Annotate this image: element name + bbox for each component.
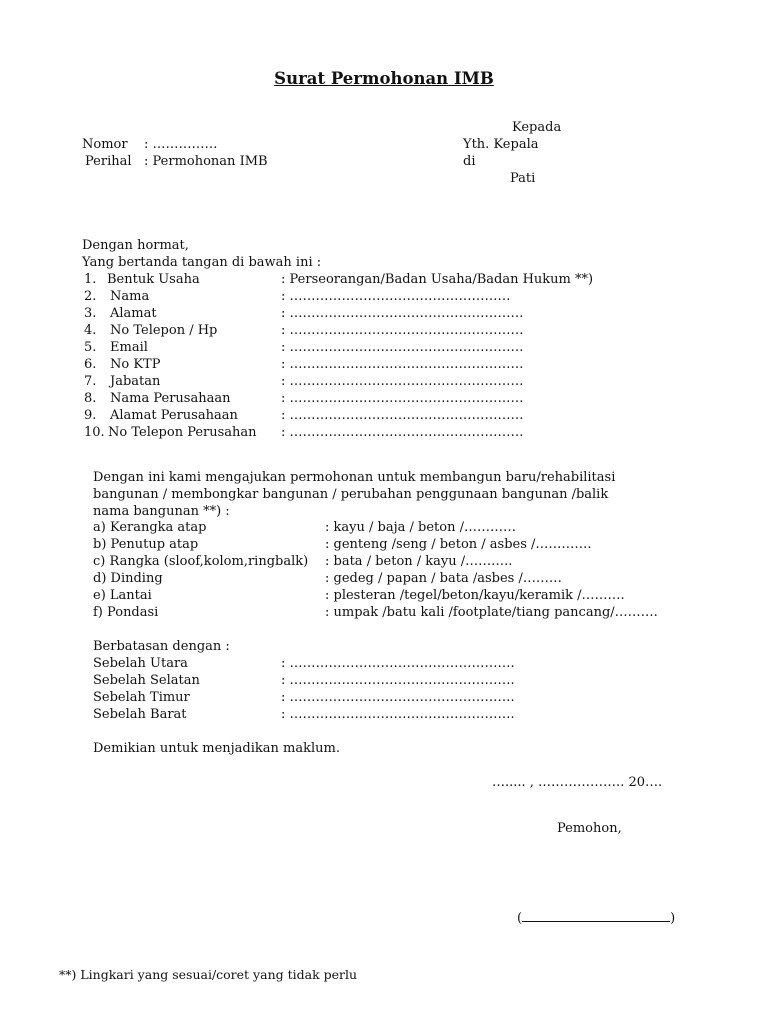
- recipient-place: Pati: [510, 171, 536, 186]
- building-item-label: c) Rangka (sloof,kolom,ringbalk): [93, 554, 309, 569]
- field-label: No KTP: [110, 357, 161, 372]
- building-item-row: [0, 570, 768, 587]
- request-line-2: bangunan / membongkar bangunan / perubahan penggunaan bangunan /balik: [93, 487, 609, 502]
- field-number: 4.: [84, 323, 97, 338]
- salutation: Dengan hormat,: [82, 238, 189, 253]
- field-row: [0, 322, 768, 339]
- building-item-label: d) Dinding: [93, 571, 163, 586]
- signature-line: [517, 909, 675, 927]
- field-label: Jabatan: [110, 374, 161, 389]
- field-label: No Telepon / Hp: [110, 323, 218, 338]
- field-row: [0, 407, 768, 424]
- signature-blank: [522, 909, 670, 922]
- building-item-label: b) Penutup atap: [93, 537, 199, 552]
- request-line-3: nama bangunan **) :: [93, 504, 230, 519]
- field-label: No Telepon Perusahan: [108, 425, 257, 440]
- building-item-label: a) Kerangka atap: [93, 520, 207, 535]
- border-label: Sebelah Utara: [93, 656, 188, 671]
- building-item-value: : gedeg / papan / bata /asbes /………: [325, 571, 562, 586]
- field-label: Nama: [110, 289, 150, 304]
- field-label: Email: [110, 340, 148, 355]
- field-label: Alamat: [110, 306, 157, 321]
- field-number: 10.: [84, 425, 105, 440]
- recipient-kepada: Kepada: [512, 120, 562, 135]
- signature-label: Pemohon,: [557, 821, 622, 836]
- field-number: 2.: [84, 289, 97, 304]
- field-value: : ………………………………………………: [281, 306, 524, 321]
- request-line-1: Dengan ini kami mengajukan permohonan untuk membangun baru/rehabilitasi: [93, 470, 616, 485]
- field-label: Alamat Perusahaan: [110, 408, 238, 423]
- field-value: : Perseorangan/Badan Usaha/Badan Hukum **): [281, 272, 594, 287]
- date-line: …..... , ……………….. 20….: [492, 775, 663, 790]
- field-value: : ………………………………………………: [281, 357, 524, 372]
- field-row: [0, 424, 768, 441]
- field-row: [0, 390, 768, 407]
- building-item-row: [0, 587, 768, 604]
- field-value: : ………………………………………………: [281, 391, 524, 406]
- signature-close-paren: ): [670, 911, 676, 926]
- borders-heading: Berbatasan dengan :: [93, 639, 230, 654]
- nomor-label: Nomor: [82, 137, 128, 152]
- field-row: [0, 305, 768, 322]
- signature-open-paren: (: [517, 911, 523, 926]
- building-item-row: [0, 553, 768, 570]
- field-row: [0, 271, 768, 288]
- building-item-row: [0, 604, 768, 621]
- intro-line: Yang bertanda tangan di bawah ini :: [82, 255, 322, 270]
- field-row: [0, 373, 768, 390]
- closing-line: Demikian untuk menjadikan maklum.: [93, 741, 340, 756]
- field-number: 5.: [84, 340, 97, 355]
- border-label: Sebelah Barat: [93, 707, 187, 722]
- border-row: [0, 672, 768, 689]
- perihal-label: Perihal: [85, 154, 132, 169]
- field-number: 9.: [84, 408, 97, 423]
- border-value: : …………………………………………….: [281, 656, 515, 671]
- field-number: 8.: [84, 391, 97, 406]
- field-row: [0, 356, 768, 373]
- recipient-yth: Yth. Kepala: [463, 137, 539, 152]
- border-row: [0, 655, 768, 672]
- field-number: 3.: [84, 306, 97, 321]
- field-number: 1.: [84, 272, 97, 287]
- field-row: [0, 339, 768, 356]
- document-title: Surat Permohonan IMB: [274, 69, 494, 88]
- building-item-value: : plesteran /tegel/beton/kayu/keramik /……….: [325, 588, 625, 603]
- building-item-value: : bata / beton / kayu /………..: [325, 554, 513, 569]
- recipient-di: di: [463, 154, 476, 169]
- building-item-value: : genteng /seng / beton / asbes /………….: [325, 537, 592, 552]
- field-label: Bentuk Usaha: [107, 272, 200, 287]
- border-value: : …………………………………………….: [281, 673, 515, 688]
- building-item-row: [0, 536, 768, 553]
- building-item-value: : umpak /batu kali /footplate/tiang pancang/……….: [325, 605, 658, 620]
- field-value: : ………………………………………………: [281, 425, 524, 440]
- field-value: : ………………………………………………: [281, 374, 524, 389]
- field-value: : ………………………………………………: [281, 340, 524, 355]
- building-item-value: : kayu / baja / beton /…………: [325, 520, 516, 535]
- field-number: 6.: [84, 357, 97, 372]
- nomor-value: : ……………: [144, 137, 218, 152]
- border-row: [0, 689, 768, 706]
- field-label: Nama Perusahaan: [110, 391, 231, 406]
- border-value: : …………………………………………….: [281, 707, 515, 722]
- building-item-label: e) Lantai: [93, 588, 152, 603]
- footnote: **) Lingkari yang sesuai/coret yang tidak perlu: [59, 967, 358, 982]
- perihal-value: : Permohonan IMB: [144, 154, 268, 169]
- building-item-row: [0, 519, 768, 536]
- border-label: Sebelah Selatan: [93, 673, 200, 688]
- border-row: [0, 706, 768, 723]
- field-value: : ……………………………………………: [281, 289, 511, 304]
- field-row: [0, 288, 768, 305]
- border-label: Sebelah Timur: [93, 690, 190, 705]
- field-number: 7.: [84, 374, 97, 389]
- field-value: : ………………………………………………: [281, 408, 524, 423]
- building-item-label: f) Pondasi: [93, 605, 159, 620]
- field-value: : ………………………………………………: [281, 323, 524, 338]
- border-value: : …………………………………………….: [281, 690, 515, 705]
